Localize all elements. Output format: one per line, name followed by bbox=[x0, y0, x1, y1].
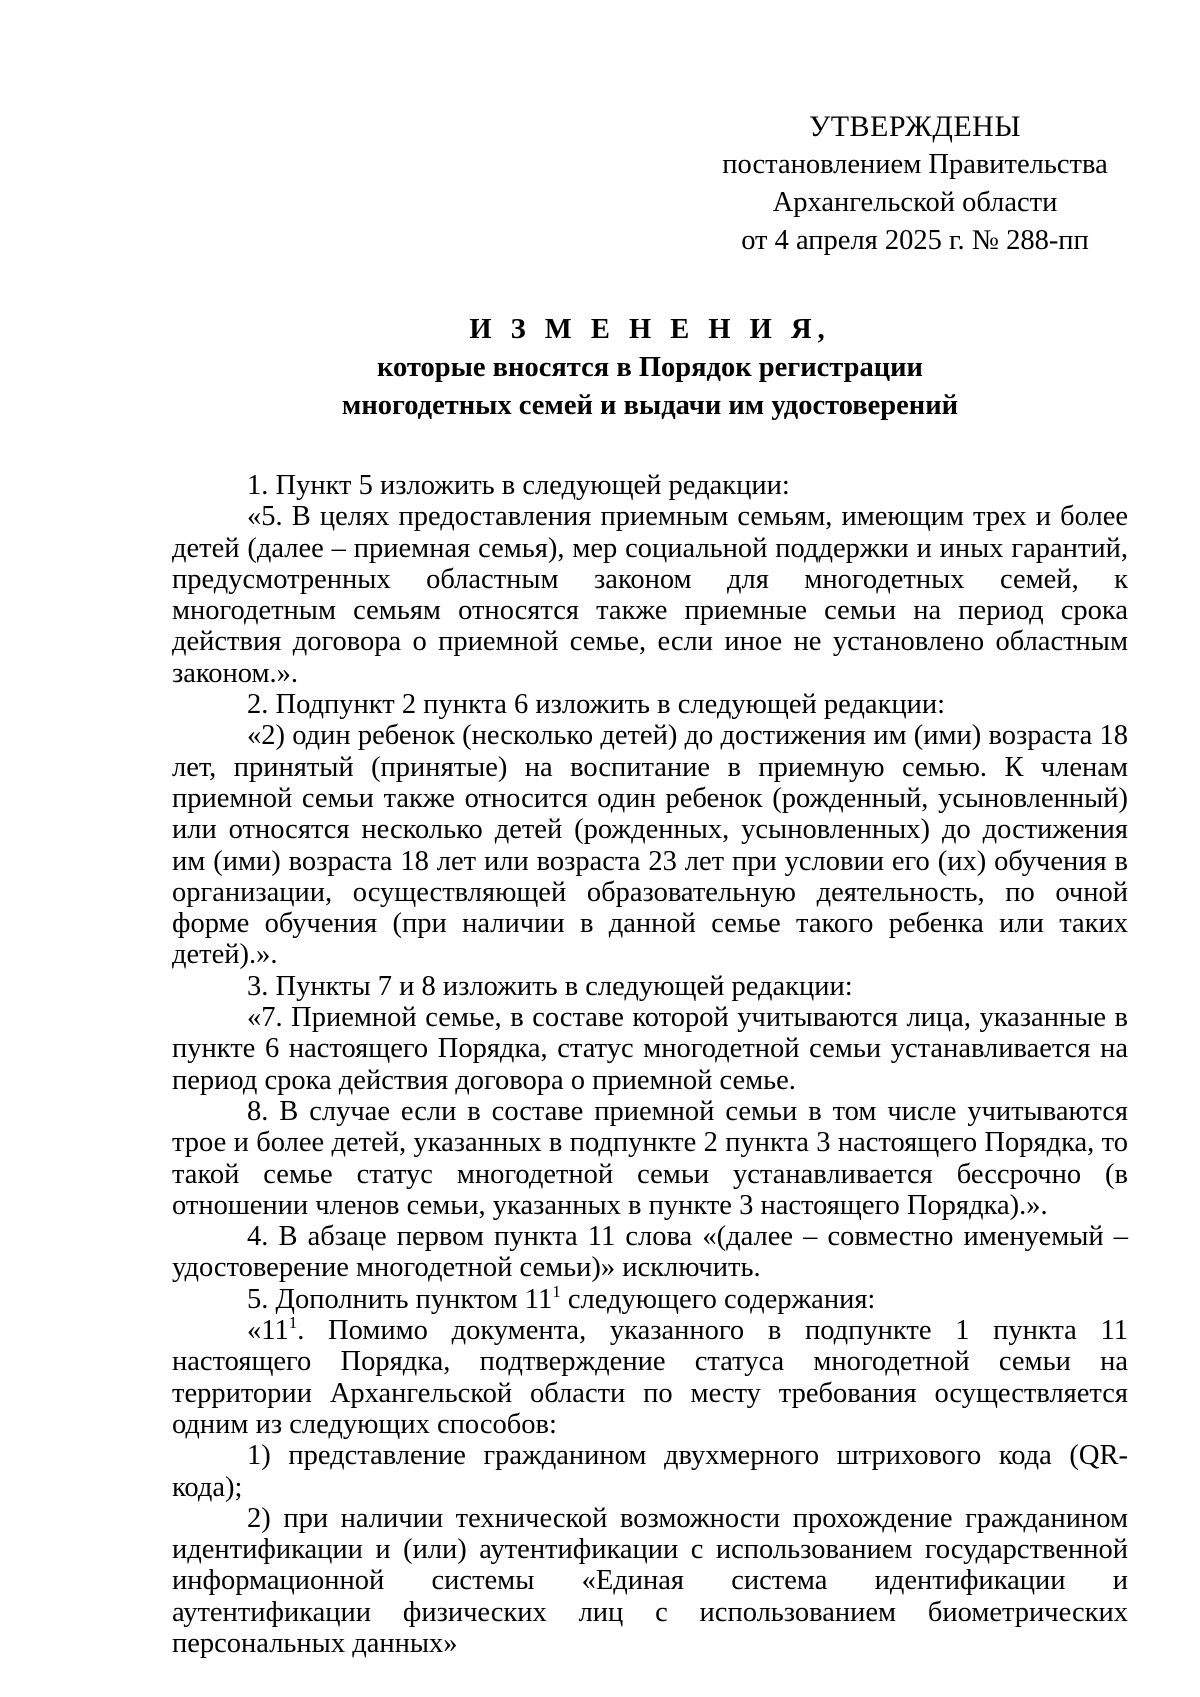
document-body bbox=[172, 470, 1128, 1659]
approval-heading: УТВЕРЖДЕНЫ bbox=[808, 110, 1022, 143]
title-line-2: многодетных семей и выдачи им удостоверений bbox=[341, 390, 959, 421]
paragraph-8: 4. В абзаце первом пункта 11 слова «(далее – совместно именуемый – удостоверение многодетной семьи)» исключить. bbox=[172, 1221, 1128, 1284]
paragraph-10 bbox=[172, 1315, 1128, 1440]
paragraph-9-text-b: следующего содержания: bbox=[560, 1283, 876, 1315]
title-heading: И З М Е Н Е Н И Я, bbox=[469, 314, 831, 345]
paragraph-10-superscript: 1 bbox=[288, 1313, 298, 1333]
paragraph-2: «5. В целях предоставления приемным семьям, имеющим трех и более детей (далее – приемная семья), мер социальной поддержки и иных гарантий, предусмотренных областным законом для многодетных семей, к многодетным семьям относятся также приемные семьи на период срока действия договора о приемной семье, если иное не установлено областным законом.». bbox=[172, 501, 1128, 689]
paragraph-10-text-a: «11 bbox=[247, 1315, 289, 1347]
approval-line-2: Архангельской области bbox=[772, 187, 1058, 218]
paragraph-9-superscript: 1 bbox=[552, 1281, 561, 1301]
approval-line-1: постановлением Правительства bbox=[722, 149, 1108, 180]
approval-line-3: от 4 апреля 2025 г. № 288-пп bbox=[741, 225, 1089, 256]
document-title bbox=[172, 311, 1128, 425]
paragraph-3: 2. Подпункт 2 пункта 6 изложить в следующей редакции: bbox=[247, 689, 946, 721]
paragraph-1: 1. Пункт 5 изложить в следующей редакции: bbox=[247, 470, 790, 501]
paragraph-12: 2) при наличии технической возможности прохождение гражданином идентификации и (или) аутентификации с использованием государственной информационной системы «Единая система идентификации и аутентификации физических лиц с использованием биометрических персональных данных» bbox=[172, 1502, 1128, 1659]
paragraph-11: 1) представление гражданином двухмерного штрихового кода (QR-кода); bbox=[172, 1440, 1128, 1503]
title-line-1: которые вносятся в Порядок регистрации bbox=[377, 352, 923, 383]
paragraph-10-text-b: . Помимо документа, указанного в подпункте 1 пункта 11 настоящего Порядка, подтверждение статуса многодетной семьи на территории Архангельской области по месту требования осуществляется одним из следующих способов: bbox=[172, 1315, 1128, 1440]
paragraph-4: «2) один ребенок (несколько детей) до достижения им (ими) возраста 18 лет, принятый (принятые) на воспитание в приемную семью. К членам приемной семьи также относится один ребенок (рожденный, усыновленный) или относятся несколько детей (рожденных, усыновленных) до достижения им (ими) возраста 18 лет или возраста 23 лет при условии его (их) обучения в организации, осуществляющей образовательную деятельность, по очной форме обучения (при наличии в данной семье такого ребенка или таких детей).». bbox=[172, 720, 1128, 971]
paragraph-9-text-a: 5. Дополнить пунктом 11 bbox=[247, 1283, 553, 1315]
paragraph-7: 8. В случае если в составе приемной семьи в том числе учитываются трое и более детей, указанных в подпункте 2 пункта 3 настоящего Порядка, то такой семье статус многодетной семьи устанавливается бессрочно (в отношении членов семьи, указанных в пункте 3 настоящего Порядка).». bbox=[172, 1095, 1128, 1221]
approval-block bbox=[700, 108, 1130, 260]
paragraph-6: «7. Приемной семье, в составе которой учитываются лица, указанные в пункте 6 настоящего Порядка, статус многодетной семьи устанавливается на период срока действия договора о приемной семье. bbox=[172, 1002, 1128, 1096]
paragraph-9 bbox=[172, 1281, 1128, 1315]
paragraph-5: 3. Пункты 7 и 8 изложить в следующей редакции: bbox=[247, 970, 853, 1002]
